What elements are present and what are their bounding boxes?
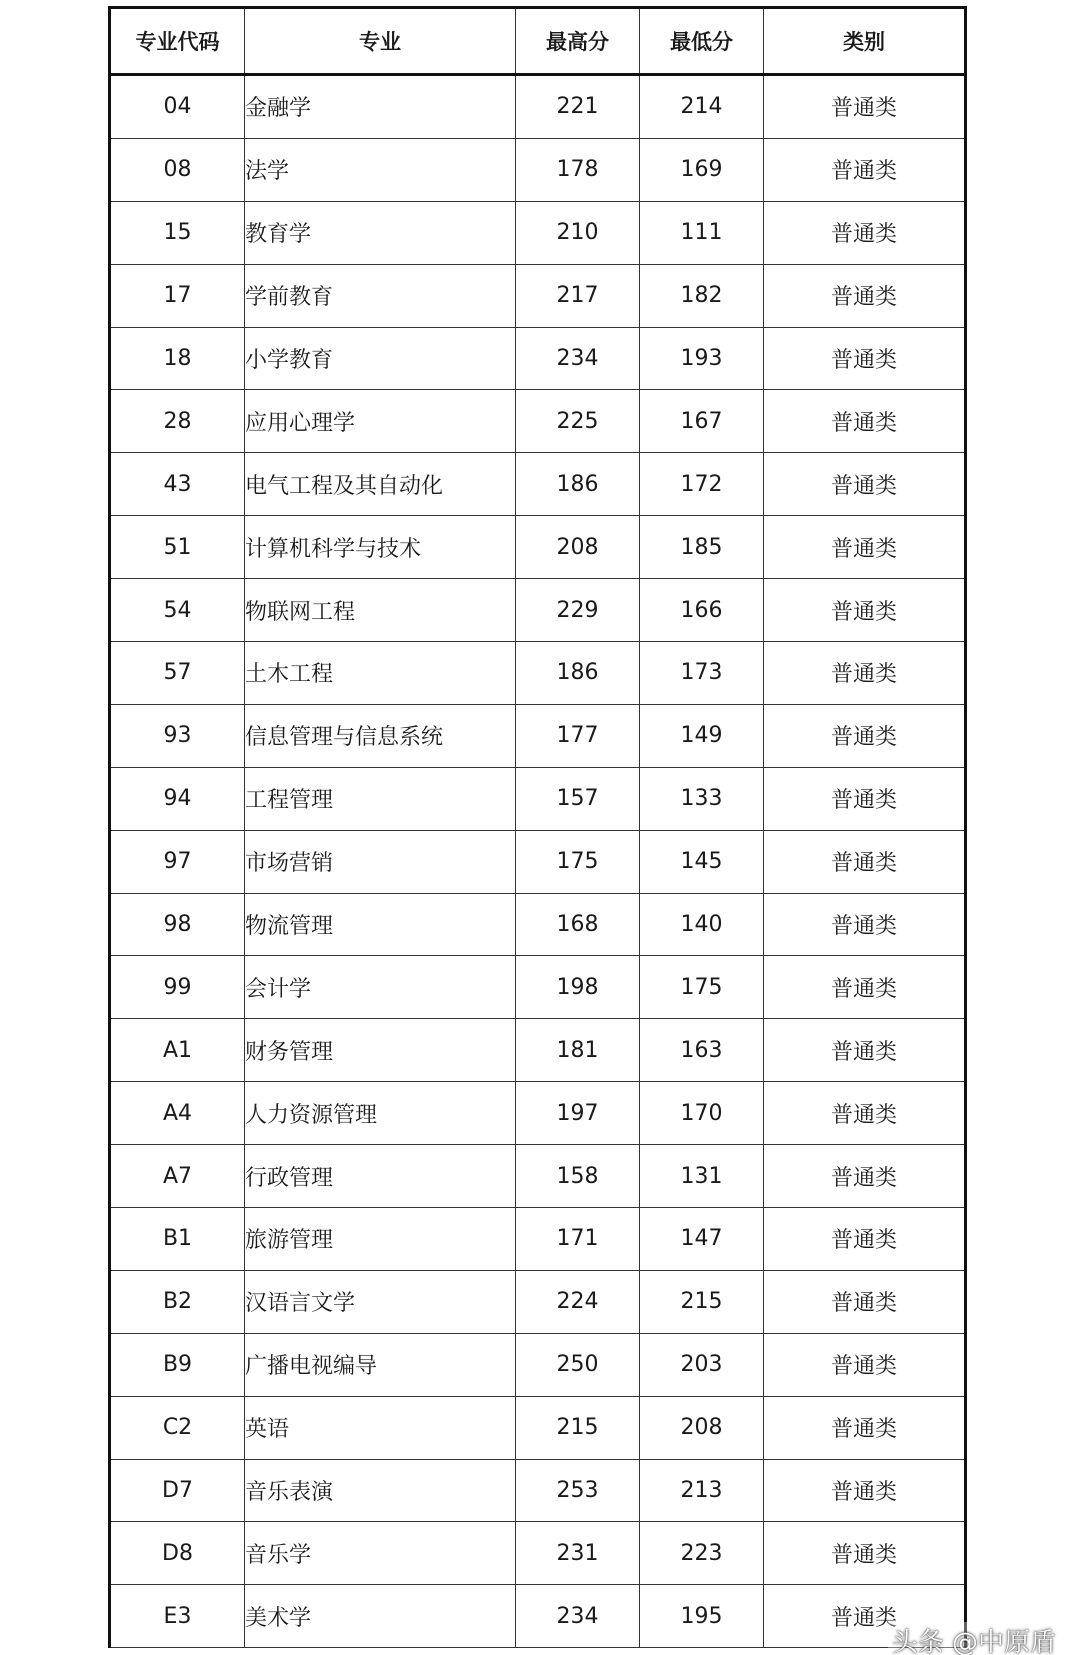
major-cell: 汉语言文学 bbox=[245, 1270, 516, 1333]
category-cell: 普通类 bbox=[764, 1585, 966, 1648]
category-cell: 普通类 bbox=[764, 1270, 966, 1333]
major-cell: 电气工程及其自动化 bbox=[245, 453, 516, 516]
min-score-cell: 172 bbox=[640, 453, 764, 516]
code-cell: 51 bbox=[110, 516, 245, 579]
table-row bbox=[110, 1208, 966, 1271]
major-cell: 音乐学 bbox=[245, 1522, 516, 1585]
min-score-cell: 215 bbox=[640, 1270, 764, 1333]
max-score-cell: 231 bbox=[516, 1522, 640, 1585]
category-cell: 普通类 bbox=[764, 956, 966, 1019]
max-score-cell: 186 bbox=[516, 642, 640, 705]
code-cell: 43 bbox=[110, 453, 245, 516]
code-cell: 17 bbox=[110, 264, 245, 327]
category-cell: 普通类 bbox=[764, 327, 966, 390]
header-max-score: 最高分 bbox=[516, 8, 640, 75]
score-table bbox=[108, 6, 967, 1648]
code-cell: A7 bbox=[110, 1145, 245, 1208]
major-cell: 物联网工程 bbox=[245, 579, 516, 642]
code-cell: 08 bbox=[110, 138, 245, 201]
code-cell: 97 bbox=[110, 830, 245, 893]
category-cell: 普通类 bbox=[764, 390, 966, 453]
min-score-cell: 213 bbox=[640, 1459, 764, 1522]
major-cell: 广播电视编导 bbox=[245, 1333, 516, 1396]
code-cell: D8 bbox=[110, 1522, 245, 1585]
category-cell: 普通类 bbox=[764, 1082, 966, 1145]
min-score-cell: 169 bbox=[640, 138, 764, 201]
max-score-cell: 175 bbox=[516, 830, 640, 893]
major-cell: 应用心理学 bbox=[245, 390, 516, 453]
major-cell: 音乐表演 bbox=[245, 1459, 516, 1522]
table-row bbox=[110, 830, 966, 893]
major-cell: 市场营销 bbox=[245, 830, 516, 893]
table-row bbox=[110, 704, 966, 767]
major-cell: 金融学 bbox=[245, 75, 516, 139]
max-score-cell: 225 bbox=[516, 390, 640, 453]
table-row bbox=[110, 75, 966, 139]
table-row bbox=[110, 390, 966, 453]
header-category: 类别 bbox=[764, 8, 966, 75]
max-score-cell: 224 bbox=[516, 1270, 640, 1333]
code-cell: 54 bbox=[110, 579, 245, 642]
max-score-cell: 253 bbox=[516, 1459, 640, 1522]
major-cell: 工程管理 bbox=[245, 767, 516, 830]
major-cell: 美术学 bbox=[245, 1585, 516, 1648]
min-score-cell: 167 bbox=[640, 390, 764, 453]
max-score-cell: 198 bbox=[516, 956, 640, 1019]
max-score-cell: 217 bbox=[516, 264, 640, 327]
major-cell: 计算机科学与技术 bbox=[245, 516, 516, 579]
major-cell: 土木工程 bbox=[245, 642, 516, 705]
max-score-cell: 208 bbox=[516, 516, 640, 579]
table-body bbox=[110, 75, 966, 1648]
max-score-cell: 234 bbox=[516, 327, 640, 390]
max-score-cell: 157 bbox=[516, 767, 640, 830]
table-row bbox=[110, 956, 966, 1019]
table-row bbox=[110, 1270, 966, 1333]
max-score-cell: 210 bbox=[516, 201, 640, 264]
category-cell: 普通类 bbox=[764, 453, 966, 516]
table-row bbox=[110, 642, 966, 705]
min-score-cell: 203 bbox=[640, 1333, 764, 1396]
code-cell: 28 bbox=[110, 390, 245, 453]
min-score-cell: 193 bbox=[640, 327, 764, 390]
max-score-cell: 177 bbox=[516, 704, 640, 767]
category-cell: 普通类 bbox=[764, 75, 966, 139]
table-row bbox=[110, 579, 966, 642]
table-row bbox=[110, 138, 966, 201]
category-cell: 普通类 bbox=[764, 1396, 966, 1459]
category-cell: 普通类 bbox=[764, 1208, 966, 1271]
category-cell: 普通类 bbox=[764, 1145, 966, 1208]
min-score-cell: 170 bbox=[640, 1082, 764, 1145]
table-row bbox=[110, 767, 966, 830]
table-row bbox=[110, 1019, 966, 1082]
code-cell: B2 bbox=[110, 1270, 245, 1333]
table-row bbox=[110, 1585, 966, 1648]
code-cell: 98 bbox=[110, 893, 245, 956]
category-cell: 普通类 bbox=[764, 138, 966, 201]
header-major: 专业 bbox=[245, 8, 516, 75]
max-score-cell: 181 bbox=[516, 1019, 640, 1082]
category-cell: 普通类 bbox=[764, 1459, 966, 1522]
min-score-cell: 208 bbox=[640, 1396, 764, 1459]
min-score-cell: 185 bbox=[640, 516, 764, 579]
max-score-cell: 168 bbox=[516, 893, 640, 956]
category-cell: 普通类 bbox=[764, 767, 966, 830]
code-cell: 04 bbox=[110, 75, 245, 139]
code-cell: 99 bbox=[110, 956, 245, 1019]
min-score-cell: 173 bbox=[640, 642, 764, 705]
category-cell: 普通类 bbox=[764, 1019, 966, 1082]
table-row bbox=[110, 1082, 966, 1145]
category-cell: 普通类 bbox=[764, 264, 966, 327]
header-code: 专业代码 bbox=[110, 8, 245, 75]
max-score-cell: 186 bbox=[516, 453, 640, 516]
category-cell: 普通类 bbox=[764, 642, 966, 705]
header-min-score: 最低分 bbox=[640, 8, 764, 75]
table-row bbox=[110, 1333, 966, 1396]
code-cell: B9 bbox=[110, 1333, 245, 1396]
min-score-cell: 163 bbox=[640, 1019, 764, 1082]
max-score-cell: 234 bbox=[516, 1585, 640, 1648]
min-score-cell: 195 bbox=[640, 1585, 764, 1648]
major-cell: 物流管理 bbox=[245, 893, 516, 956]
code-cell: 57 bbox=[110, 642, 245, 705]
table-row bbox=[110, 1396, 966, 1459]
major-cell: 法学 bbox=[245, 138, 516, 201]
max-score-cell: 221 bbox=[516, 75, 640, 139]
min-score-cell: 133 bbox=[640, 767, 764, 830]
major-cell: 教育学 bbox=[245, 201, 516, 264]
table-row bbox=[110, 453, 966, 516]
min-score-cell: 166 bbox=[640, 579, 764, 642]
code-cell: D7 bbox=[110, 1459, 245, 1522]
major-cell: 信息管理与信息系统 bbox=[245, 704, 516, 767]
major-cell: 英语 bbox=[245, 1396, 516, 1459]
code-cell: 94 bbox=[110, 767, 245, 830]
category-cell: 普通类 bbox=[764, 1522, 966, 1585]
max-score-cell: 229 bbox=[516, 579, 640, 642]
major-cell: 人力资源管理 bbox=[245, 1082, 516, 1145]
table-row bbox=[110, 264, 966, 327]
min-score-cell: 131 bbox=[640, 1145, 764, 1208]
category-cell: 普通类 bbox=[764, 579, 966, 642]
major-cell: 旅游管理 bbox=[245, 1208, 516, 1271]
max-score-cell: 197 bbox=[516, 1082, 640, 1145]
table-row bbox=[110, 1522, 966, 1585]
major-cell: 小学教育 bbox=[245, 327, 516, 390]
code-cell: C2 bbox=[110, 1396, 245, 1459]
table-header-row bbox=[110, 8, 966, 75]
max-score-cell: 215 bbox=[516, 1396, 640, 1459]
code-cell: B1 bbox=[110, 1208, 245, 1271]
table-row bbox=[110, 327, 966, 390]
major-cell: 学前教育 bbox=[245, 264, 516, 327]
code-cell: 15 bbox=[110, 201, 245, 264]
code-cell: 18 bbox=[110, 327, 245, 390]
table-row bbox=[110, 201, 966, 264]
min-score-cell: 182 bbox=[640, 264, 764, 327]
watermark: 头条 @中原盾 bbox=[888, 1622, 1060, 1655]
max-score-cell: 171 bbox=[516, 1208, 640, 1271]
category-cell: 普通类 bbox=[764, 1333, 966, 1396]
min-score-cell: 111 bbox=[640, 201, 764, 264]
category-cell: 普通类 bbox=[764, 830, 966, 893]
major-cell: 会计学 bbox=[245, 956, 516, 1019]
table-row bbox=[110, 893, 966, 956]
category-cell: 普通类 bbox=[764, 704, 966, 767]
category-cell: 普通类 bbox=[764, 201, 966, 264]
table-row bbox=[110, 516, 966, 579]
major-cell: 财务管理 bbox=[245, 1019, 516, 1082]
min-score-cell: 175 bbox=[640, 956, 764, 1019]
min-score-cell: 145 bbox=[640, 830, 764, 893]
min-score-cell: 223 bbox=[640, 1522, 764, 1585]
max-score-cell: 158 bbox=[516, 1145, 640, 1208]
code-cell: E3 bbox=[110, 1585, 245, 1648]
max-score-cell: 250 bbox=[516, 1333, 640, 1396]
max-score-cell: 178 bbox=[516, 138, 640, 201]
min-score-cell: 214 bbox=[640, 75, 764, 139]
table-row bbox=[110, 1459, 966, 1522]
min-score-cell: 149 bbox=[640, 704, 764, 767]
table-row bbox=[110, 1145, 966, 1208]
code-cell: A4 bbox=[110, 1082, 245, 1145]
category-cell: 普通类 bbox=[764, 516, 966, 579]
min-score-cell: 147 bbox=[640, 1208, 764, 1271]
major-cell: 行政管理 bbox=[245, 1145, 516, 1208]
min-score-cell: 140 bbox=[640, 893, 764, 956]
code-cell: A1 bbox=[110, 1019, 245, 1082]
code-cell: 93 bbox=[110, 704, 245, 767]
category-cell: 普通类 bbox=[764, 893, 966, 956]
